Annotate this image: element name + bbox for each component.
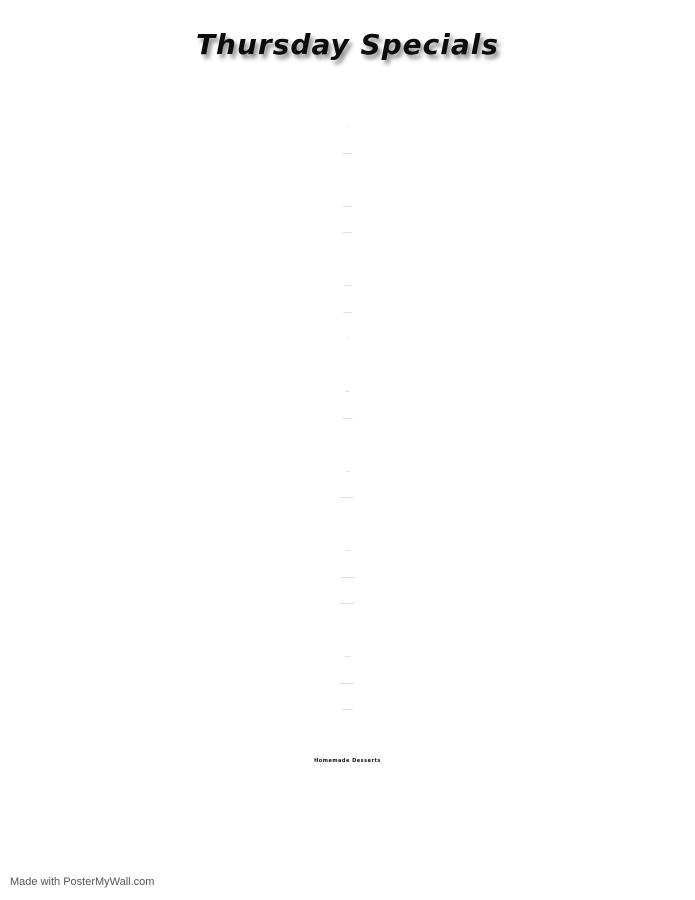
special-line	[0, 141, 695, 168]
special-item-kielbasa	[0, 273, 695, 353]
special-line	[0, 459, 695, 486]
special-line	[0, 220, 695, 247]
special-line	[0, 538, 695, 565]
special-line	[0, 671, 695, 698]
special-line	[0, 644, 695, 671]
special-line	[0, 591, 695, 618]
special-line	[0, 406, 695, 433]
desserts-line	[0, 802, 695, 836]
watermark-text: Made with PosterMyWall.com	[10, 876, 155, 888]
special-line	[0, 379, 695, 406]
desserts-list	[0, 802, 695, 870]
special-item-meatball-hoagie	[0, 379, 695, 432]
special-line	[0, 114, 695, 141]
special-item-berry-salad	[0, 538, 695, 618]
desserts-line	[0, 836, 695, 870]
special-line	[0, 273, 695, 300]
special-line	[0, 565, 695, 592]
special-item-tri-plate	[0, 459, 695, 512]
special-line	[0, 697, 695, 724]
special-item-beef-tips	[0, 194, 695, 247]
special-line	[0, 326, 695, 353]
special-line	[0, 300, 695, 327]
page-title: Thursday Specials	[195, 28, 500, 61]
special-line	[0, 194, 695, 221]
special-item-mandarin-salad	[0, 644, 695, 724]
specials-list	[0, 114, 695, 750]
special-item-soups	[0, 114, 695, 167]
desserts-heading: Homemade Desserts	[314, 758, 381, 764]
special-line	[0, 485, 695, 512]
